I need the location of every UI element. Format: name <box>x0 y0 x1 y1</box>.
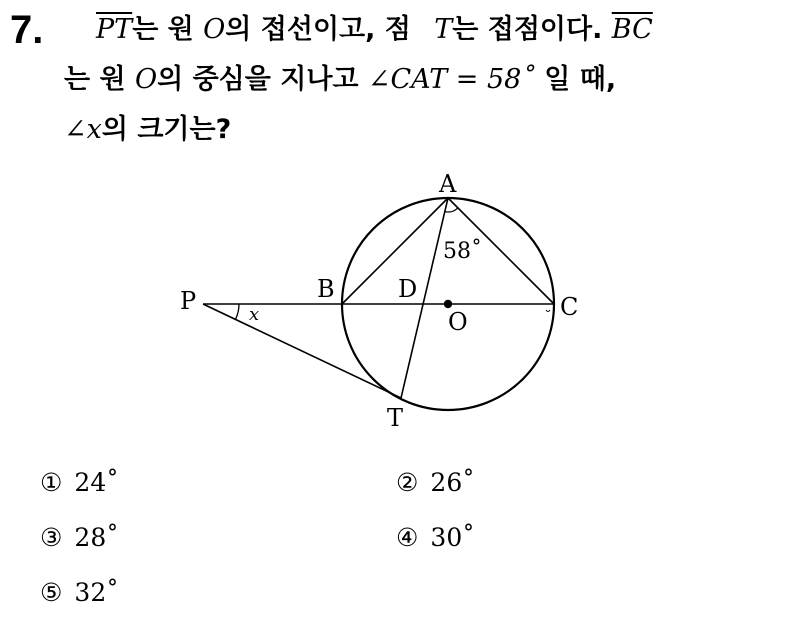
question-text: 는 접점이다. <box>452 14 612 45</box>
label-b: B <box>317 275 335 303</box>
choice-value: 28˚ <box>74 523 119 552</box>
choice-mark: ③ <box>40 523 63 552</box>
choice-value: 32˚ <box>74 578 119 607</box>
question-text: 는 원 <box>64 64 135 95</box>
angle-arc-cat <box>445 208 458 212</box>
label-d: D <box>398 275 418 303</box>
question-text: 는 원 <box>132 14 204 45</box>
choice-value: 26˚ <box>430 468 475 497</box>
label-p: P <box>180 287 197 315</box>
label-c: C <box>560 293 579 321</box>
circle-name-o: O <box>134 64 158 95</box>
circle-name-o: O <box>203 14 226 45</box>
label-angle-x: x <box>249 304 260 325</box>
question-number: 7. <box>10 8 44 52</box>
label-a: A <box>439 170 457 198</box>
point-t: T <box>434 14 453 45</box>
angle-x: ∠x <box>64 114 102 145</box>
choice-mark: ① <box>40 468 63 497</box>
segment-pt: $\overline{PT}$ <box>96 14 133 45</box>
right-angle-mark <box>546 310 550 312</box>
tangent-pt <box>203 304 401 398</box>
label-o: O <box>448 308 468 336</box>
question-text: 의 중심을 지나고 <box>157 64 368 95</box>
center-point-o <box>444 300 452 308</box>
choice-3[interactable] <box>40 522 119 554</box>
question-text: 의 접선이고, 점 <box>225 14 421 45</box>
segment-bc: $\overline{BC}$ <box>611 14 653 45</box>
choice-mark: ⑤ <box>40 578 63 607</box>
label-t: T <box>387 404 404 432</box>
choice-2[interactable] <box>396 467 475 499</box>
choice-4[interactable] <box>396 522 475 554</box>
chord-ab <box>342 198 448 304</box>
choice-1[interactable] <box>40 467 119 499</box>
choice-5[interactable] <box>40 577 119 609</box>
choice-value: 24˚ <box>74 468 119 497</box>
label-angle-58: 58˚ <box>443 239 482 264</box>
choice-mark: ② <box>396 468 419 497</box>
question-text: 일 때, <box>534 64 617 95</box>
choice-mark: ④ <box>396 523 419 552</box>
choice-value: 30˚ <box>430 523 475 552</box>
angle-cat-expression: ∠CAT = 58˚ <box>367 64 535 95</box>
angle-arc-x <box>236 304 240 319</box>
question-text: 의 크기는? <box>101 114 232 145</box>
